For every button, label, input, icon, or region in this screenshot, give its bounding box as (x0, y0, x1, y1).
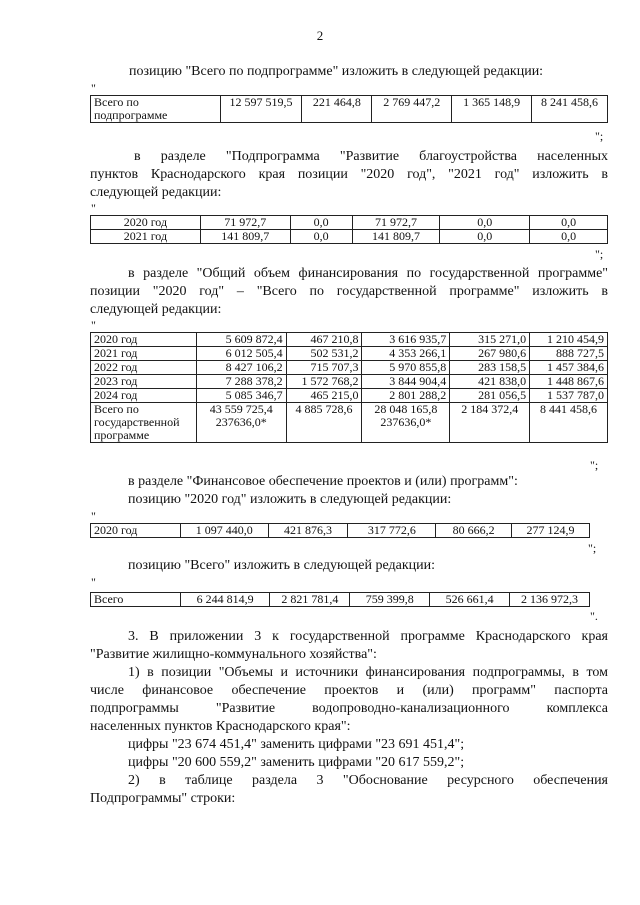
cell: 221 464,8 (302, 96, 372, 123)
cell: 2 801 288,2 (362, 389, 450, 403)
block6-line6: населенных пунктов Краснодарского края": (90, 719, 351, 734)
projects-2020-table (90, 523, 590, 538)
block2-line3: следующей редакции: (90, 185, 222, 200)
row-label: Всего по государственной программе (91, 403, 197, 443)
block6-line5: подпрограммы "Развитие водопроводно-канализационного комплекса (90, 701, 608, 716)
close-quote: "; (590, 458, 599, 472)
table-row (91, 347, 608, 361)
close-quote: ". (590, 609, 598, 623)
cell: 526 661,4 (430, 593, 510, 607)
row-label: 2024 год (91, 389, 197, 403)
row-label: 2022 год (91, 361, 197, 375)
block6-line9: 2) в таблице раздела 3 "Обоснование ресурсного обеспечения (128, 773, 608, 788)
block5-line1: позицию "Всего" изложить в следующей редакции: (128, 558, 435, 573)
table-row (91, 375, 608, 389)
cell: 465 215,0 (286, 389, 362, 403)
cell: 715 707,3 (286, 361, 362, 375)
cell: 5 609 872,4 (196, 333, 286, 347)
cell: 0,0 (290, 230, 352, 244)
row-label: 2021 год (91, 230, 201, 244)
cell: 759 399,8 (350, 593, 430, 607)
table-row (91, 216, 608, 230)
row-label: 2020 год (91, 216, 201, 230)
projects-total-table (90, 592, 590, 607)
close-quote: "; (595, 129, 604, 143)
cell: 1 097 440,0 (180, 524, 268, 538)
open-quote: " (91, 318, 96, 332)
block2-line2: пунктов Краснодарского края позиции "2020 год", "2021 год" изложить в (90, 167, 608, 182)
cell: 28 048 165,8 237636,0* (362, 403, 450, 443)
cell: 1 210 454,9 (530, 333, 608, 347)
row-label: 2020 год (91, 333, 197, 347)
table-row (91, 333, 608, 347)
block6-line4: числе финансовое обеспечение проектов и (или) программ" паспорта (90, 683, 608, 698)
close-quote: "; (588, 541, 597, 555)
block4-line1: в разделе "Финансовое обеспечение проектов и (или) программ": (128, 474, 518, 489)
cell: 0,0 (440, 230, 530, 244)
cell: 5 970 855,8 (362, 361, 450, 375)
block6-line3: 1) в позиции "Объемы и источники финансирования подпрограммы, в том (128, 665, 608, 680)
cell: 0,0 (530, 216, 608, 230)
row-label: Всего по подпрограмме (91, 96, 221, 123)
row-label: Всего (91, 593, 181, 607)
cell: 467 210,8 (286, 333, 362, 347)
cell: 281 056,5 (450, 389, 530, 403)
cell: 0,0 (290, 216, 352, 230)
cell: 317 772,6 (348, 524, 436, 538)
cell: 4 353 266,1 (362, 347, 450, 361)
cell: 315 271,0 (450, 333, 530, 347)
open-quote: " (91, 509, 96, 523)
close-quote: "; (595, 247, 604, 261)
cell: 0,0 (440, 216, 530, 230)
cell: 1 572 768,2 (286, 375, 362, 389)
cell: 8 441 458,6 (530, 403, 608, 443)
cell: 2 769 447,2 (372, 96, 452, 123)
cell: 7 288 378,2 (196, 375, 286, 389)
block2-line1: в разделе "Подпрограмма "Развитие благоустройства населенных (134, 149, 608, 164)
table-row (91, 96, 608, 123)
cell: 1 365 148,9 (452, 96, 532, 123)
cell: 6 244 814,9 (180, 593, 270, 607)
block3-line3: следующей редакции: (90, 302, 222, 317)
cell: 1 457 384,6 (530, 361, 608, 375)
table-row (91, 593, 590, 607)
block6-line7: цифры "23 674 451,4" заменить цифрами "23 691 451,4"; (128, 737, 465, 752)
cell: 2 821 781,4 (270, 593, 350, 607)
table-row (91, 389, 608, 403)
block3-line1: в разделе "Общий объем финансирования по государственной программе" (128, 266, 608, 281)
cell: 80 666,2 (436, 524, 512, 538)
cell: 277 124,9 (512, 524, 590, 538)
subprogram-total-table (90, 95, 608, 123)
cell: 267 980,6 (450, 347, 530, 361)
cell: 141 809,7 (200, 230, 290, 244)
cell: 5 085 346,7 (196, 389, 286, 403)
cell: 6 012 505,4 (196, 347, 286, 361)
block1-intro: позицию "Всего по подпрограмме" изложить в следующей редакции: (129, 64, 544, 79)
block6-line10: Подпрограммы" строки: (90, 791, 236, 806)
cell: 71 972,7 (352, 216, 440, 230)
cell: 2 184 372,4 (450, 403, 530, 443)
open-quote: " (91, 201, 96, 215)
block6-line1: 3. В приложении 3 к государственной программе Краснодарского края (128, 629, 608, 644)
row-label: 2021 год (91, 347, 197, 361)
cell: 3 844 904,4 (362, 375, 450, 389)
cell: 283 158,5 (450, 361, 530, 375)
cell: 502 531,2 (286, 347, 362, 361)
row-label: 2023 год (91, 375, 197, 389)
total-financing-table (90, 332, 608, 443)
cell: 141 809,7 (352, 230, 440, 244)
block4-line2: позицию "2020 год" изложить в следующей редакции: (128, 492, 452, 507)
block6-line8: цифры "20 600 559,2" заменить цифрами "20 617 559,2"; (128, 755, 465, 770)
cell: 421 876,3 (268, 524, 348, 538)
cell: 888 727,5 (530, 347, 608, 361)
cell: 12 597 519,5 (220, 96, 302, 123)
beautification-table (90, 215, 608, 244)
table-row (91, 230, 608, 244)
cell: 4 885 728,6 (286, 403, 362, 443)
cell: 71 972,7 (200, 216, 290, 230)
cell: 1 448 867,6 (530, 375, 608, 389)
block6-line2: "Развитие жилищно-коммунального хозяйства": (90, 647, 377, 662)
cell: 0,0 (530, 230, 608, 244)
cell: 2 136 972,3 (510, 593, 590, 607)
cell: 8 241 458,6 (532, 96, 608, 123)
row-label: 2020 год (91, 524, 181, 538)
table-row-total (91, 403, 608, 443)
cell: 421 838,0 (450, 375, 530, 389)
open-quote: " (91, 575, 96, 589)
cell: 3 616 935,7 (362, 333, 450, 347)
table-row (91, 524, 590, 538)
cell: 8 427 106,2 (196, 361, 286, 375)
cell: 43 559 725,4 237636,0* (196, 403, 286, 443)
cell: 1 537 787,0 (530, 389, 608, 403)
open-quote: " (91, 81, 96, 95)
page-number: 2 (316, 28, 324, 43)
table-row (91, 361, 608, 375)
block3-line2: позиции "2020 год" – "Всего по государственной программе" изложить в (90, 284, 608, 299)
